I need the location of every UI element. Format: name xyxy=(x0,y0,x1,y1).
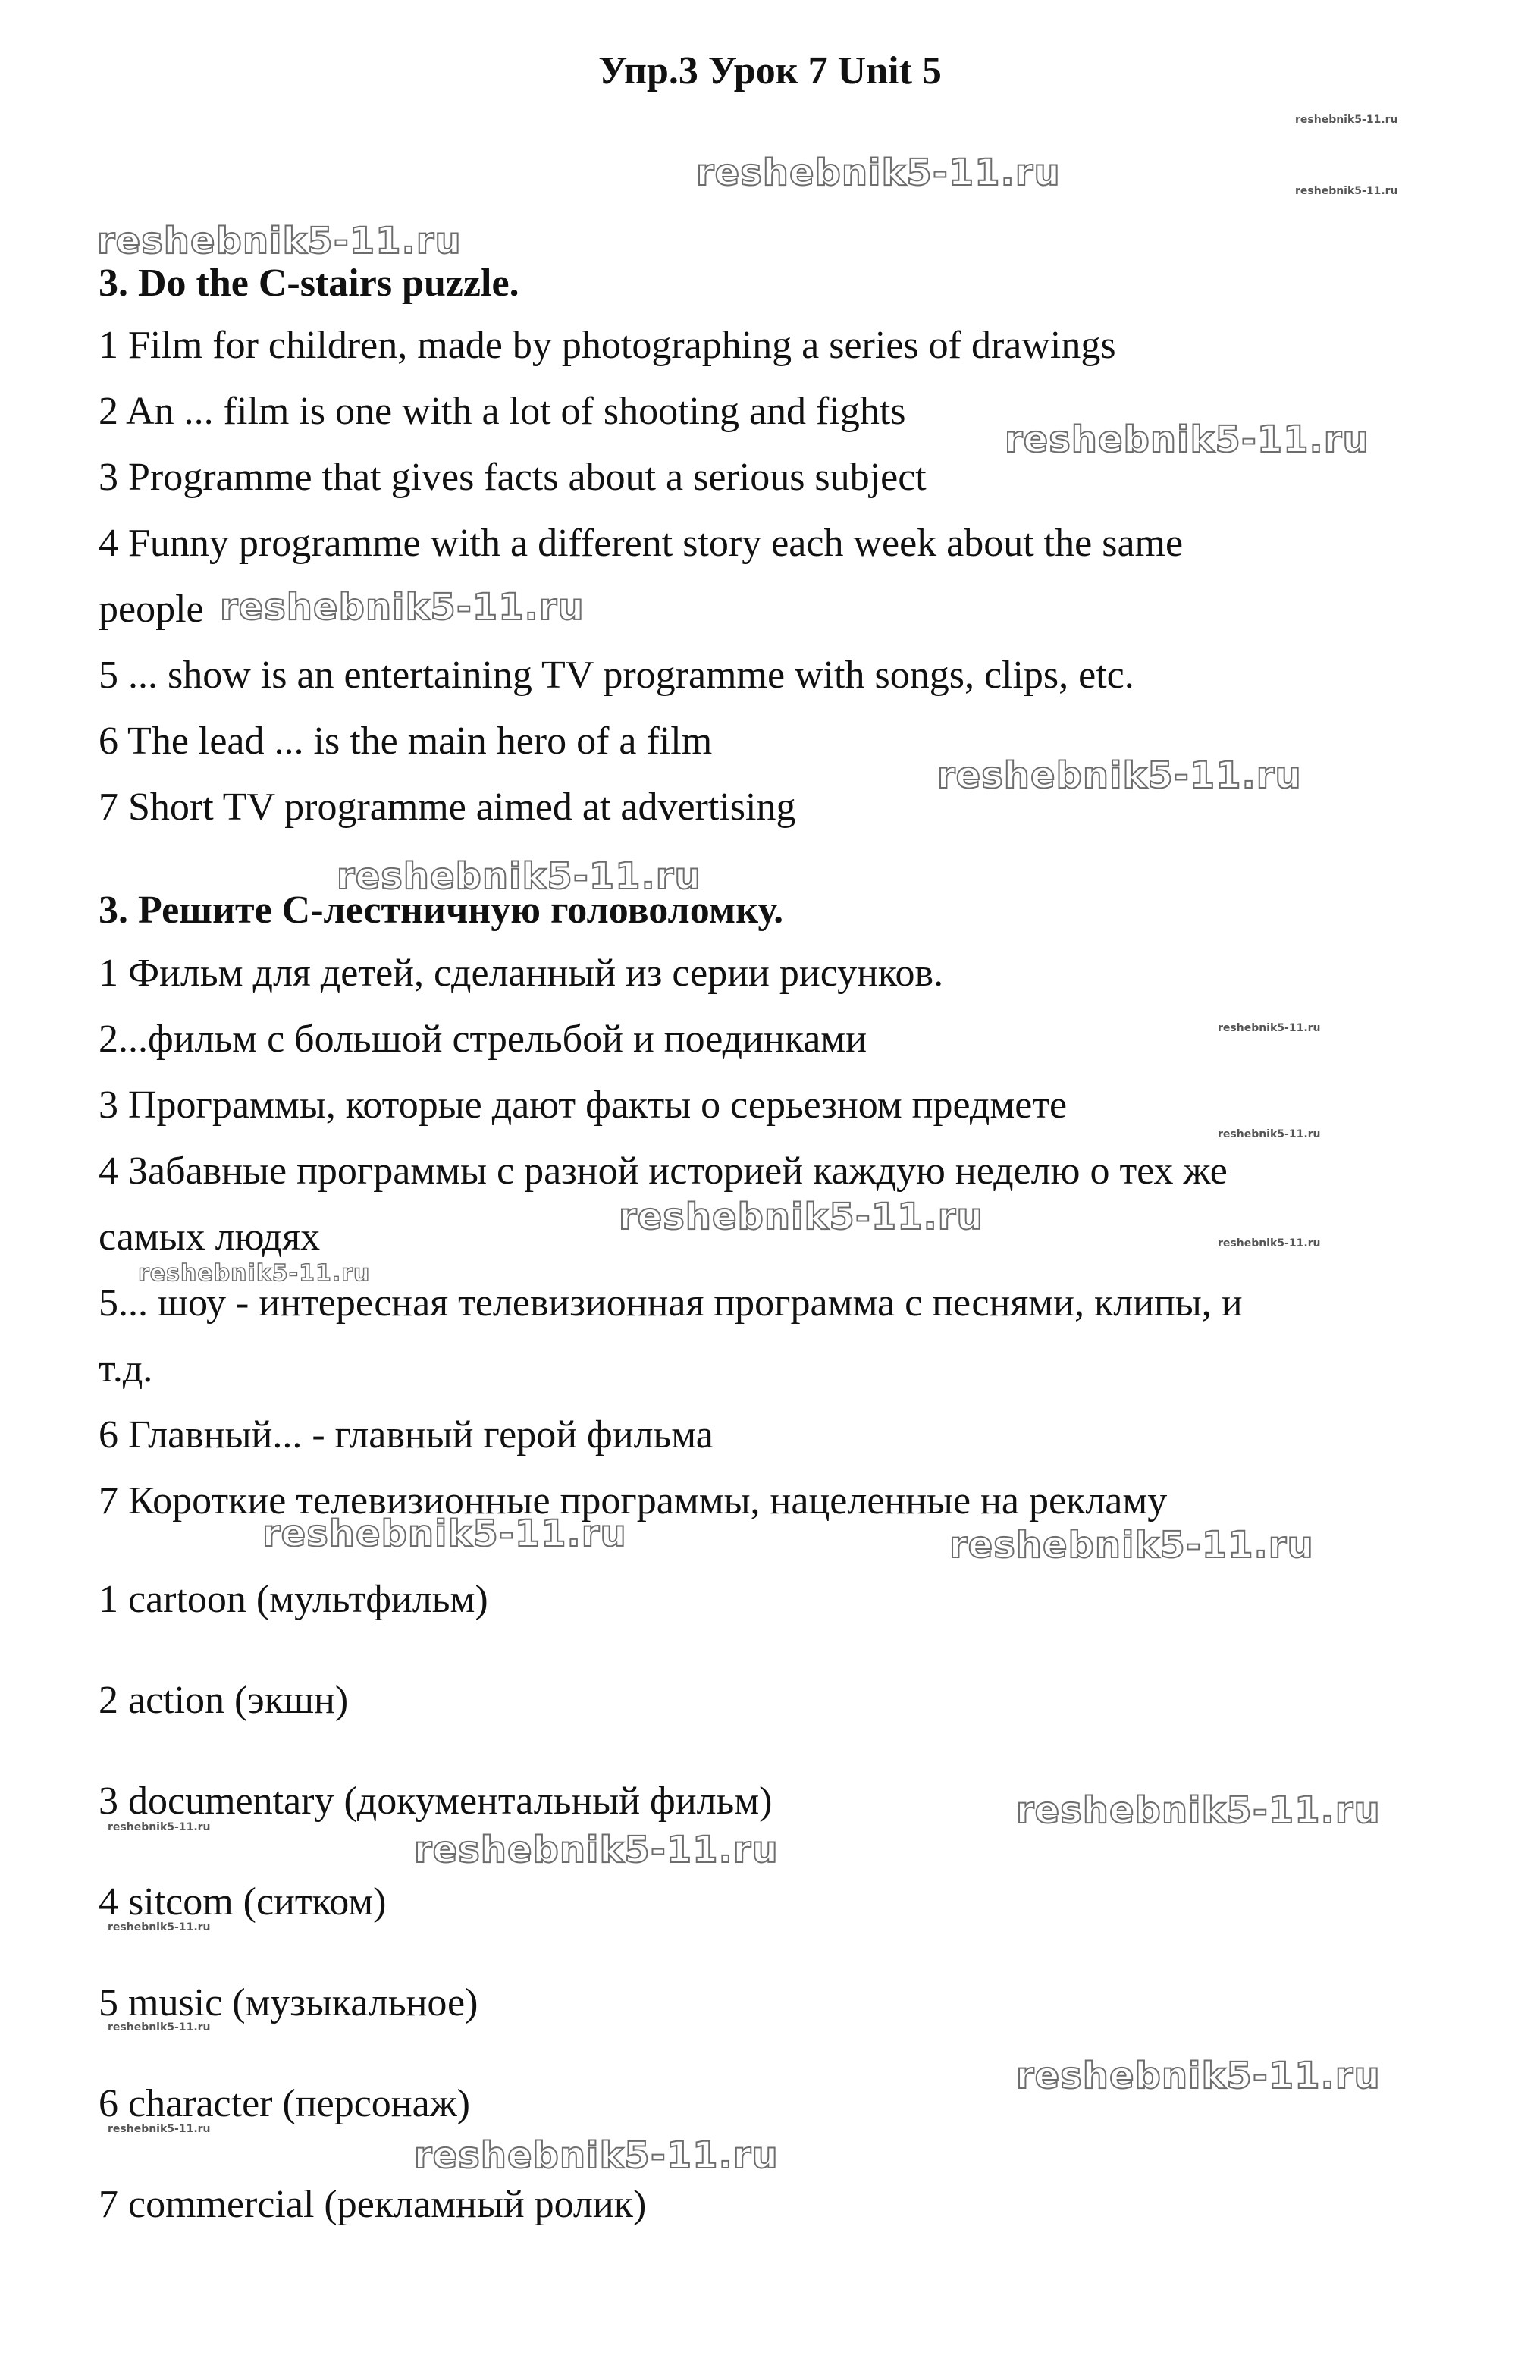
english-item: 7 Short TV programme aimed at advertising xyxy=(99,785,796,829)
watermark: reshebnik5-11.ru xyxy=(108,1921,211,1933)
english-item: 1 Film for children, made by photographing a series of drawings xyxy=(99,324,1116,367)
watermark: reshebnik5-11.ru xyxy=(220,586,585,629)
watermark: reshebnik5-11.ru xyxy=(414,2134,779,2177)
watermark: reshebnik5-11.ru xyxy=(1016,1789,1381,1832)
russian-item: самых людях xyxy=(99,1215,321,1259)
watermark: reshebnik5-11.ru xyxy=(619,1196,983,1238)
answer-item: 6 character (персонаж) xyxy=(99,2082,470,2125)
watermark: reshebnik5-11.ru xyxy=(1218,1022,1321,1034)
english-item: 3 Programme that gives facts about a serious subject xyxy=(99,456,927,499)
russian-item: 2...фильм с большой стрельбой и поединками xyxy=(99,1018,867,1061)
russian-item: 5... шоу - интересная телевизионная программа с песнями, клипы, и xyxy=(99,1281,1243,1325)
english-item: 5 ... show is an entertaining TV programme with songs, clips, etc. xyxy=(99,654,1134,697)
english-item: people xyxy=(99,588,204,631)
watermark: reshebnik5-11.ru xyxy=(337,855,701,898)
russian-item: 6 Главный... - главный герой фильма xyxy=(99,1413,714,1457)
russian-item: 3 Программы, которые дают факты о серьезном предмете xyxy=(99,1083,1068,1127)
watermark: reshebnik5-11.ru xyxy=(1218,1237,1321,1250)
watermark: reshebnik5-11.ru xyxy=(108,2123,211,2135)
english-item: 2 An ... film is one with a lot of shooting and fights xyxy=(99,390,906,433)
watermark: reshebnik5-11.ru xyxy=(1016,2055,1381,2097)
english-heading: 3. Do the C-stairs puzzle. xyxy=(99,262,519,305)
watermark: reshebnik5-11.ru xyxy=(108,2021,211,2034)
watermark: reshebnik5-11.ru xyxy=(262,1513,627,1555)
watermark: reshebnik5-11.ru xyxy=(97,220,462,262)
watermark: reshebnik5-11.ru xyxy=(414,1829,779,1871)
english-item: 6 The lead ... is the main hero of a film xyxy=(99,720,713,763)
answer-item: 7 commercial (рекламный ролик) xyxy=(99,2183,647,2226)
russian-item: 4 Забавные программы с разной историей каждую неделю о тех же xyxy=(99,1149,1228,1193)
russian-item: 1 Фильм для детей, сделанный из серии рисунков. xyxy=(99,952,944,995)
answer-item: 3 documentary (документальный фильм) xyxy=(99,1780,773,1823)
watermark: reshebnik5-11.ru xyxy=(949,1524,1314,1566)
watermark: reshebnik5-11.ru xyxy=(138,1260,371,1287)
watermark: reshebnik5-11.ru xyxy=(1295,185,1398,197)
watermark: reshebnik5-11.ru xyxy=(696,152,1061,194)
watermark: reshebnik5-11.ru xyxy=(108,1821,211,1833)
answer-item: 1 cartoon (мультфильм) xyxy=(99,1578,488,1621)
russian-heading: 3. Решите С-лестничную головоломку. xyxy=(99,889,784,932)
watermark: reshebnik5-11.ru xyxy=(1295,114,1398,126)
answer-item: 2 action (экшн) xyxy=(99,1679,349,1722)
watermark: reshebnik5-11.ru xyxy=(937,754,1302,797)
page-title: Упр.3 Урок 7 Unit 5 xyxy=(598,49,942,93)
answer-item: 5 music (музыкальное) xyxy=(99,1981,478,2024)
russian-item: 7 Короткие телевизионные программы, нацеленные на рекламу xyxy=(99,1479,1168,1522)
english-item: 4 Funny programme with a different story each week about the same xyxy=(99,522,1184,565)
russian-item: т.д. xyxy=(99,1347,153,1391)
answer-item: 4 sitcom (ситком) xyxy=(99,1880,387,1924)
watermark: reshebnik5-11.ru xyxy=(1005,419,1369,461)
watermark: reshebnik5-11.ru xyxy=(1218,1128,1321,1140)
